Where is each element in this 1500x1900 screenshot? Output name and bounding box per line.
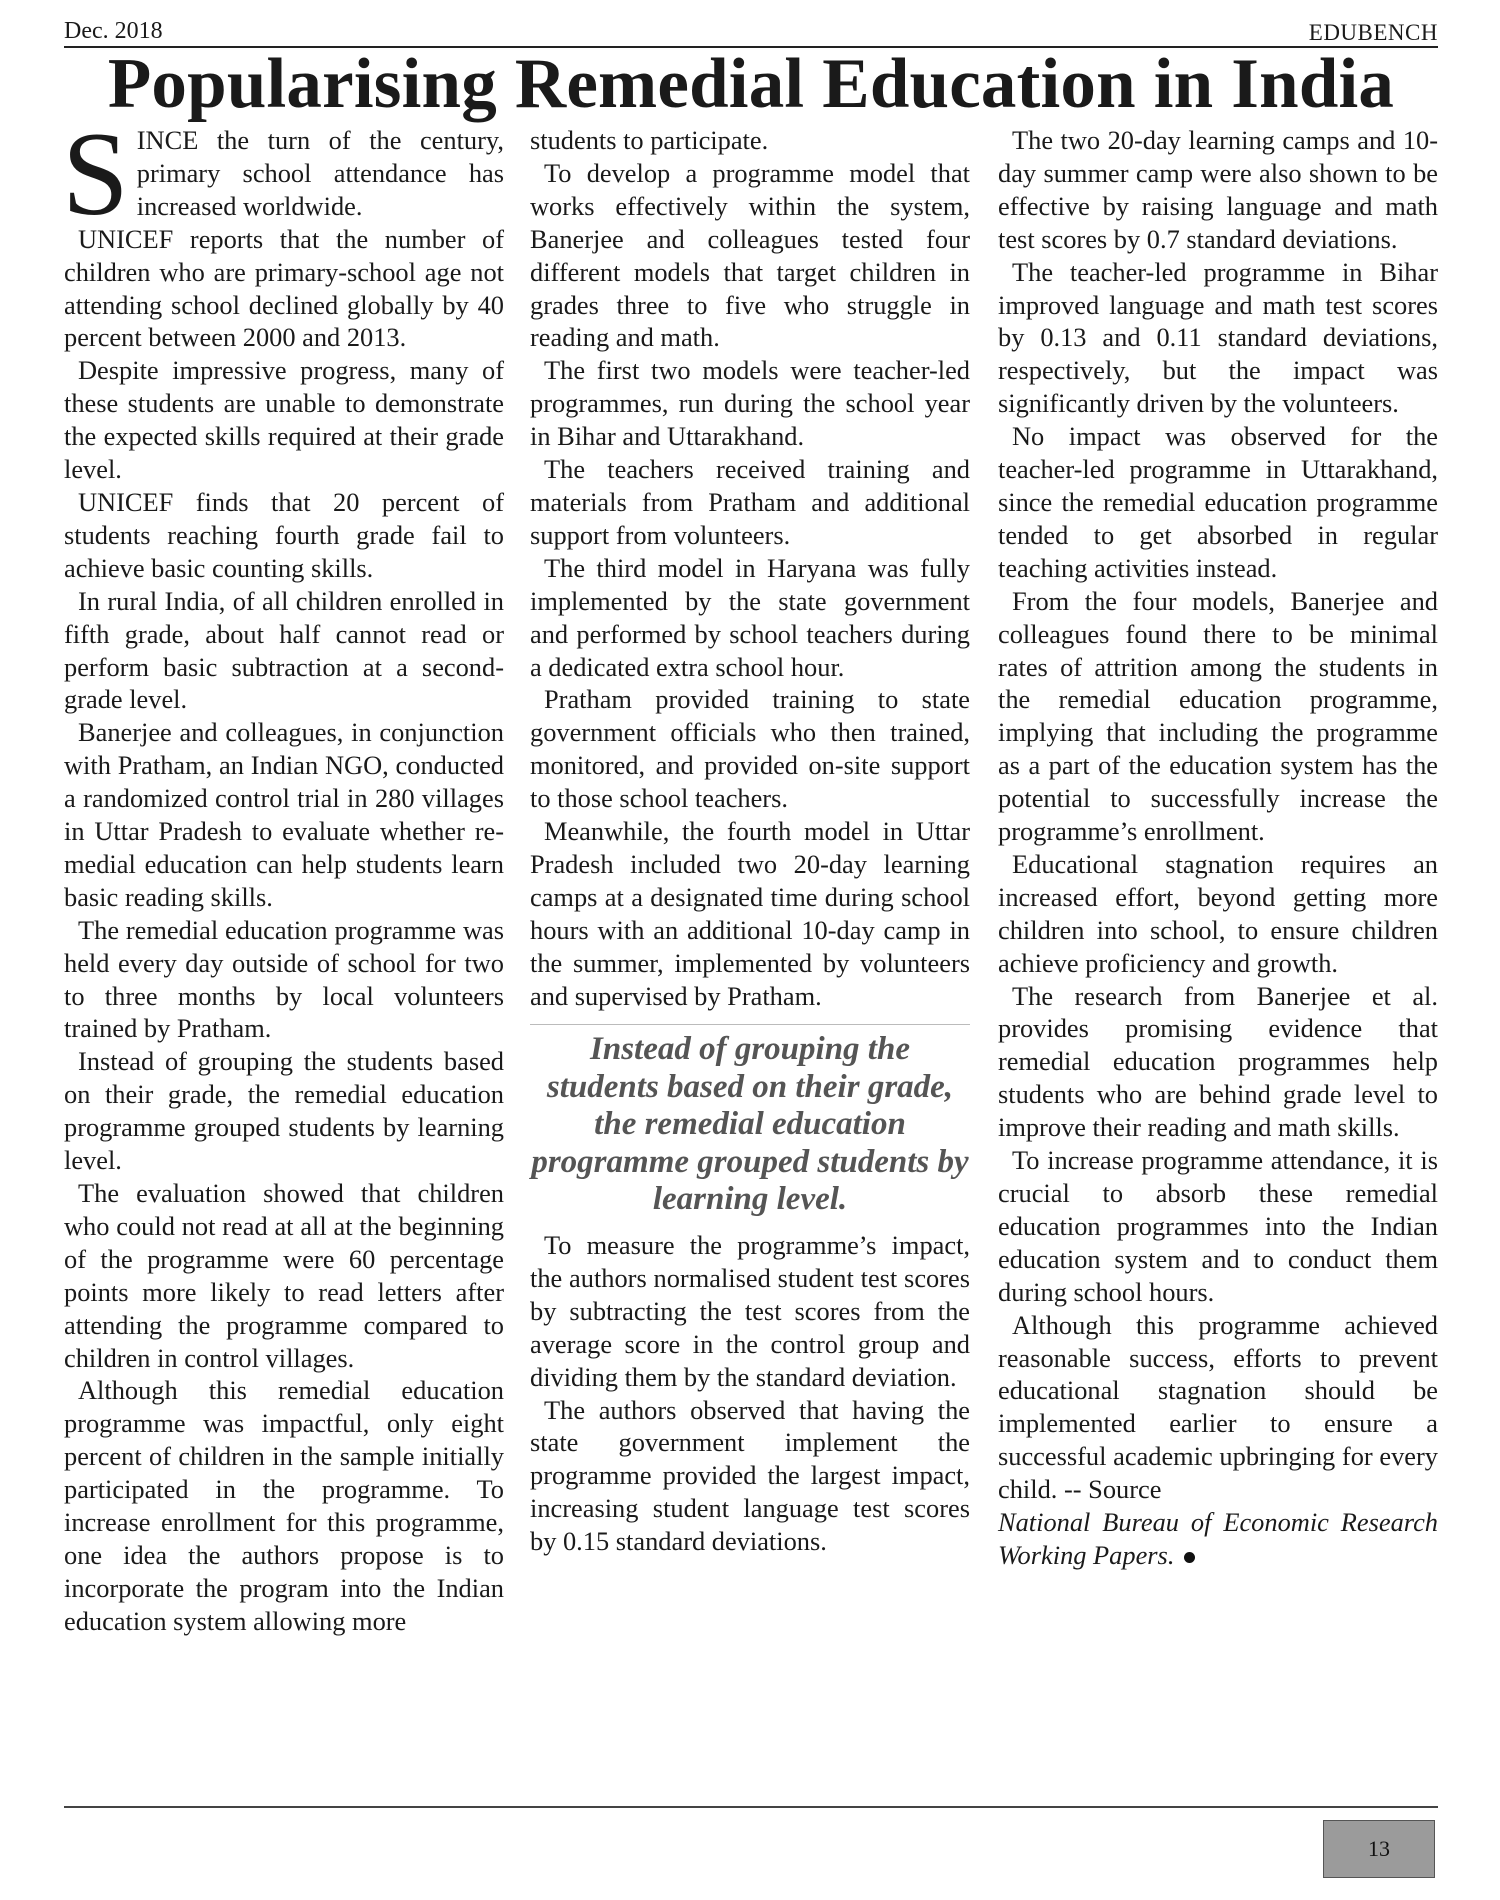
article-paragraph: To measure the programme’s impact, the authors normalised student test scores by subtracting the test scores from the average score in the control group and dividing them by the standard deviation. <box>530 1229 970 1392</box>
article-paragraph <box>62 107 504 240</box>
end-mark-icon <box>1184 1552 1195 1563</box>
article-paragraph: The remedial education programme was held every day outside of school for two to three months by local volunteers trained by Pratham. <box>64 914 504 1044</box>
article-paragraph: Although this programme achieved reasonable success, efforts to prevent educational stagnation should be implemented earlier to ensure a successful academic upbringing for every child. -- Source <box>998 1309 1438 1505</box>
article-paragraph: In rural India, of all children enrolled in fifth grade, about half cannot read or perform basic subtraction at a second-grade level. <box>64 585 504 715</box>
drop-cap: S <box>62 107 129 240</box>
article-paragraph: Instead of grouping the students based on their grade, the remedial education programme grouped students by learning level. <box>64 1046 504 1176</box>
article-paragraph: From the four models, Banerjee and colleagues found there to be minimal rates of attrition among the students in the remedial education programme, implying that including the programme as a part of the education system has the potential to successfully increase the programme’s enrollment. <box>998 585 1438 847</box>
article-paragraph: UNICEF finds that 20 percent of students reaching fourth grade fail to achieve basic counting skills. <box>64 486 504 583</box>
issue-date: Dec. 2018 <box>64 18 163 44</box>
page-number: 13 <box>1368 1836 1390 1861</box>
paragraph-text: INCE the turn of the century, primary school attendance has increased worldwide. <box>136 125 504 221</box>
article-paragraph: students to participate. <box>530 125 769 155</box>
article-paragraph: The teacher-led programme in Bihar improved language and math test scores by 0.13 and 0.11 standard deviations, respectively, but the impact was significantly driven by the volunteers. <box>998 256 1438 419</box>
article-paragraph: Despite impressive progress, many of these students are unable to demonstrate the expected skills required at their grade level. <box>64 355 504 485</box>
article-paragraph: Pratham provided training to state government officials who then trained, monitored, and provided on-site support to those school teachers. <box>530 684 970 814</box>
article-paragraph: The research from Banerjee et al. provides promising evidence that remedial education programmes help students who are behind grade level to improve their reading and math skills. <box>998 980 1438 1143</box>
article-paragraph: No impact was observed for the teacher-led programme in Uttarakhand, since the remedial education programme tended to get absorbed in regular teaching activities instead. <box>998 421 1438 583</box>
article-paragraph: The evaluation showed that children who could not read at all at the beginning of the programme were 60 percentage points more likely to read letters after attending the programme compared to children in control villages. <box>64 1178 504 1373</box>
page-number-box <box>1323 1820 1435 1878</box>
source-name: National Bureau of Economic Research Working Papers. <box>998 1507 1438 1570</box>
article-paragraph: The teachers received training and materials from Pratham and additional support from volunteers. <box>530 454 970 550</box>
source-credit <box>998 1506 1438 1572</box>
article-paragraph: The first two models were teacher-led programmes, run during the school year in Bihar and Uttarakhand. <box>530 355 970 452</box>
article-column-1 <box>62 107 504 1638</box>
publication-name: EDUBENCH <box>1308 20 1438 45</box>
article-paragraph: UNICEF reports that the number of children who are primary-school age not attending school declined globally by 40 percent between 2000 and 2013. <box>64 223 504 353</box>
article-paragraph: Although this remedial education programme was impactful, only eight percent of children in the sample initially participated in the programme. To increase enrollment for this programme, one idea the authors propose is to incorporate the program into the Indian education system allowing more <box>64 1375 504 1636</box>
article-column-3 <box>998 124 1438 1572</box>
article-paragraph: To increase programme attendance, it is crucial to absorb these remedial education programmes into the Indian education system and to conduct them during school hours. <box>998 1145 1438 1307</box>
article-paragraph: The two 20-day learning camps and 10-day summer camp were also shown to be effective by raising language and math test scores by 0.7 standard deviations. <box>998 125 1438 254</box>
article-paragraph: Educational stagnation requires an increased effort, beyond getting more children into school, to ensure children achieve proficiency and growth. <box>998 848 1438 978</box>
article-paragraph: Banerjee and colleagues, in conjunction with Pratham, an Indian NGO, conducted a randomized control trial in 280 villages in Uttar Pradesh to evaluate whether remedial education can help students learn basic reading skills. <box>64 717 504 912</box>
article-title: Popularising Remedial Education in India <box>107 45 1395 123</box>
pull-quote: Instead of grouping the students based on their grade, the remedial education programme grouped students by learning level. <box>530 1024 970 1219</box>
article-paragraph: The third model in Haryana was fully implemented by the state government and performed by school teachers during a dedicated extra school hour. <box>530 552 970 682</box>
article-paragraph: Meanwhile, the fourth model in Uttar Pradesh included two 20-day learning camps at a designated time during school hours with an additional 10-day camp in the summer, implemented by volunteers and supervised by Pratham. <box>530 816 970 1011</box>
footer-rule <box>64 1806 1438 1808</box>
article-paragraph: To develop a programme model that works effectively within the system, Banerjee and colleagues tested four different models that target children in grades three to five who struggle in reading and math. <box>530 157 970 353</box>
article-paragraph: The authors observed that having the state government implement the programme provided the largest impact, increasing student language test scores by 0.15 standard deviations. <box>530 1394 970 1557</box>
article-column-2 <box>530 124 970 1558</box>
